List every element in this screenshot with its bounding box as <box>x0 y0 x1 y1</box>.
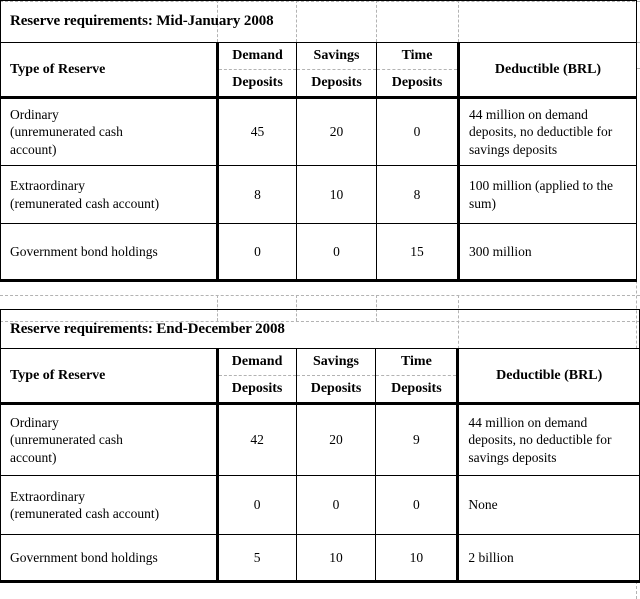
table-2-header-deductible: Deductible (BRL) <box>458 349 640 404</box>
table-2-header-demand-bottom: Deposits <box>217 376 296 404</box>
label-line: Ordinary <box>10 107 59 123</box>
label-line: Government bond holdings <box>10 549 158 565</box>
table-1-row-2-demand: 0 <box>218 224 297 281</box>
table-2-row-0-label <box>1 404 218 476</box>
label-line: Government bond holdings <box>10 243 158 259</box>
table-2-header-demand-top: Demand <box>217 349 296 376</box>
table-row <box>1 535 640 582</box>
table-2-row-2-savings: 10 <box>296 535 376 582</box>
table-2-row-1-time: 0 <box>376 476 458 535</box>
table-1-header-deductible: Deductible (BRL) <box>459 43 637 98</box>
table-2-row-1-deductible: None <box>458 476 640 535</box>
table-2-row-2-time: 10 <box>376 535 458 582</box>
table-1-row-0-savings: 20 <box>297 98 377 166</box>
label-line: Extraordinary <box>10 178 85 194</box>
table-2-row-1-savings: 0 <box>296 476 376 535</box>
label-line: account) <box>10 141 57 157</box>
table-1-row-0-demand: 45 <box>218 98 297 166</box>
table-row <box>1 224 637 281</box>
reserve-requirements-table-2-wrapper <box>0 309 640 583</box>
table-1-header-row-top <box>1 43 637 70</box>
table-2-row-0-time: 9 <box>376 404 458 476</box>
table-1-row-2-time: 15 <box>377 224 459 281</box>
table-1-row-1-demand: 8 <box>218 166 297 224</box>
table-1-row-2-deductible: 300 million <box>459 224 637 281</box>
table-1-header-type: Type of Reserve <box>1 43 218 98</box>
table-2-title-row <box>1 310 640 349</box>
table-separator-gap <box>0 282 640 309</box>
table-2-header-savings-top: Savings <box>296 349 376 376</box>
table-2-row-1-demand: 0 <box>217 476 296 535</box>
table-2-row-2-demand: 5 <box>217 535 296 582</box>
table-1-title: Reserve requirements: Mid-January 2008 <box>1 1 637 43</box>
reserve-requirements-table-2 <box>0 309 640 583</box>
table-2-header-time-bottom: Deposits <box>376 376 458 404</box>
table-1-row-1-deductible: 100 million (applied to the sum) <box>459 166 637 224</box>
table-2-row-2-label <box>1 535 218 582</box>
table-2-row-1-label <box>1 476 218 535</box>
label-line: (unremunerated cash <box>10 124 123 140</box>
table-row <box>1 98 637 166</box>
table-2-header-time-top: Time <box>376 349 458 376</box>
table-1-row-1-label <box>1 166 218 224</box>
table-1-header-demand-bottom: Deposits <box>218 70 297 98</box>
label-line: (remunerated cash account) <box>10 506 160 521</box>
table-row <box>1 476 640 535</box>
table-1-row-1-time: 8 <box>377 166 459 224</box>
table-2-header-savings-bottom: Deposits <box>296 376 376 404</box>
label-line: Ordinary <box>10 415 59 431</box>
table-2-title: Reserve requirements: End-December 2008 <box>1 310 640 349</box>
table-1-header-savings-top: Savings <box>297 43 377 70</box>
table-2-header-type: Type of Reserve <box>1 349 218 404</box>
table-1-header-time-top: Time <box>377 43 459 70</box>
table-1-row-0-deductible: 44 million on demand deposits, no deductible for savings deposits <box>459 98 637 166</box>
table-2-row-0-demand: 42 <box>217 404 296 476</box>
table-1-row-0-time: 0 <box>377 98 459 166</box>
label-line: (unremunerated cash <box>10 432 123 448</box>
table-1-row-0-label <box>1 98 218 166</box>
table-1-row-2-savings: 0 <box>297 224 377 281</box>
table-2-row-0-deductible: 44 million on demand deposits, no deductible for savings deposits <box>458 404 640 476</box>
table-1-header-savings-bottom: Deposits <box>297 70 377 98</box>
table-2-header-row-top <box>1 349 640 376</box>
reserve-requirements-table-1 <box>0 0 637 282</box>
reserve-requirements-table-1-wrapper <box>0 0 640 282</box>
table-1-row-2-label <box>1 224 218 281</box>
table-2-row-0-savings: 20 <box>296 404 376 476</box>
table-row <box>1 166 637 224</box>
table-1-header-demand-top: Demand <box>218 43 297 70</box>
table-row <box>1 404 640 476</box>
label-line: (remunerated cash account) <box>10 195 160 211</box>
table-1-row-1-savings: 10 <box>297 166 377 224</box>
label-line: Extraordinary <box>10 488 85 504</box>
label-line: account) <box>10 449 57 465</box>
table-1-title-row <box>1 1 637 43</box>
table-2-row-2-deductible: 2 billion <box>458 535 640 582</box>
table-1-header-time-bottom: Deposits <box>377 70 459 98</box>
